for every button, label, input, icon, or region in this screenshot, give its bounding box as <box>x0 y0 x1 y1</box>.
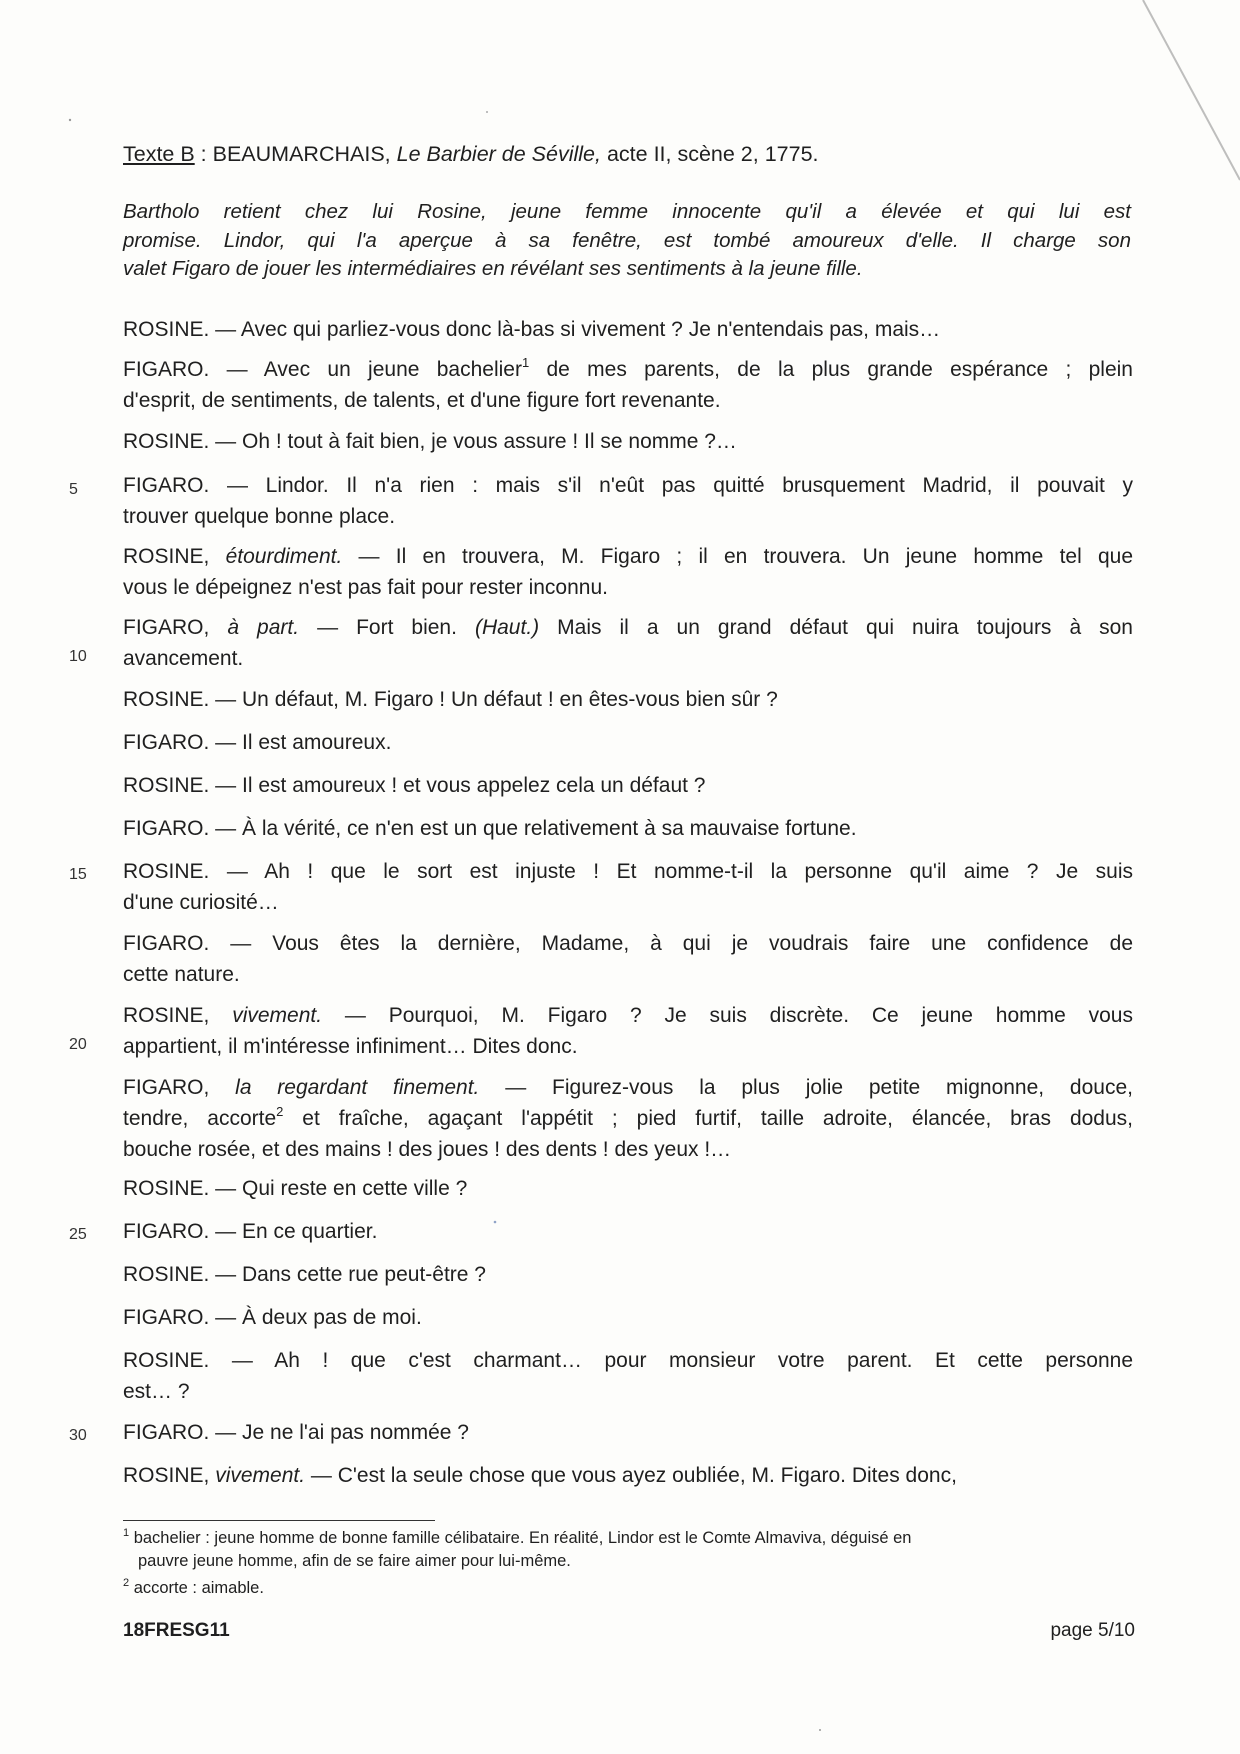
dialogue-line: FIGARO. — Je ne l'ai pas nommée ? <box>123 1421 469 1444</box>
document-code: 18FRESG11 <box>123 1620 230 1641</box>
dialogue-line <box>123 541 1133 572</box>
dialogue-rosine-6 <box>123 856 1133 918</box>
dialogue-text: tendre, accorte <box>123 1107 277 1130</box>
line-number: 25 <box>69 1226 87 1243</box>
intro-paragraph <box>123 198 1131 284</box>
intro-line: promise. Lindor, qui l'a aperçue à sa fenêtre, est tombé amoureux d'elle. Il charge son <box>123 228 1131 252</box>
dialogue-line <box>123 1103 1133 1134</box>
dialogue-line: ROSINE. — Oh ! tout à fait bien, je vous assure ! Il se nomme ?… <box>123 430 737 453</box>
intro-line: valet Figaro de jouer les intermédiaires en révélant ses sentiments à la jeune fille. <box>123 257 863 280</box>
page-number: page 5/10 <box>1050 1620 1135 1641</box>
footnote-2 <box>123 1577 1133 1600</box>
dialogue-line: avancement. <box>123 647 244 670</box>
intro-line: Bartholo retient chez lui Rosine, jeune femme innocente qu'il a élevée et qui lui est <box>123 200 1131 223</box>
dialogue-rosine-1 <box>123 314 1133 345</box>
dialogue-line <box>123 1000 1133 1031</box>
stage-direction: étourdiment. <box>225 545 343 568</box>
text-label: Texte B <box>123 142 195 166</box>
dialogue-rosine-3 <box>123 541 1133 603</box>
stage-direction: à part. <box>227 616 300 639</box>
dialogue-rosine-5 <box>123 770 1133 801</box>
text-heading <box>123 139 1133 169</box>
footnote-text: accorte : aimable. <box>129 1579 264 1597</box>
dialogue-line: ROSINE. — Un défaut, M. Figaro ! Un défaut ! en êtes-vous bien sûr ? <box>123 688 778 711</box>
dialogue-line: FIGARO. — Il est amoureux. <box>123 731 392 754</box>
dialogue-rosine-10 <box>123 1345 1133 1407</box>
heading-title: Le Barbier de Séville, <box>396 142 601 166</box>
stage-direction: vivement. <box>215 1464 306 1487</box>
dialogue-rosine-4 <box>123 684 1133 715</box>
dialogue-line <box>123 354 1133 385</box>
stage-direction: la regardant finement. <box>235 1076 480 1099</box>
dialogue-line: est… ? <box>123 1380 190 1403</box>
footnote-ref: 1 <box>521 355 530 370</box>
dialogue-figaro-4 <box>123 727 1133 758</box>
dialogue-line: ROSINE. — Ah ! que c'est charmant… pour monsieur votre parent. Et cette personne <box>123 1349 1133 1372</box>
line-number: 30 <box>69 1427 87 1444</box>
dialogue-text: — Pourquoi, M. Figaro ? Je suis discrète. Ce jeune homme vous <box>322 1004 1133 1027</box>
dialogue-figaro-2 <box>123 470 1133 532</box>
dialogue-text: de mes parents, de la plus grande espérance ; plein <box>529 358 1133 381</box>
footnote-number: 1 <box>123 1526 130 1539</box>
dialogue-text: — C'est la seule chose que vous ayez oubliée, M. Figaro. Dites donc, <box>305 1464 957 1487</box>
dialogue-line: trouver quelque bonne place. <box>123 505 396 528</box>
speaker: FIGARO, <box>123 616 228 639</box>
dialogue-line: FIGARO. — À deux pas de moi. <box>123 1306 422 1329</box>
dialogue-figaro-3 <box>123 612 1133 674</box>
dialogue-line: FIGARO. — En ce quartier. <box>123 1220 378 1243</box>
dialogue-rosine-7 <box>123 1000 1133 1062</box>
dialogue-rosine-2 <box>123 426 1133 457</box>
dialogue-figaro-10 <box>123 1417 1133 1448</box>
speaker: ROSINE, <box>123 1464 216 1487</box>
footnote-separator <box>123 1520 435 1521</box>
heading-rest: acte II, scène 2, 1775. <box>600 142 819 166</box>
dialogue-line: ROSINE. — Ah ! que le sort est injuste ! Et nomme-t-il la personne qu'il aime ? Je suis <box>123 860 1133 883</box>
footnote-text: bachelier : jeune homme de bonne famille célibataire. En réalité, Lindor est le Comte Almaviva, déguisé en <box>129 1529 912 1547</box>
dialogue-line <box>123 612 1133 643</box>
dialogue-text: Mais il a un grand défaut qui nuira toujours à son <box>539 616 1133 639</box>
line-number: 20 <box>69 1036 87 1053</box>
line-number: 15 <box>69 866 87 883</box>
dialogue-figaro-7 <box>123 1072 1133 1165</box>
dialogue-rosine-9 <box>123 1259 1133 1290</box>
speaker: ROSINE, <box>123 1004 233 1027</box>
line-number: 10 <box>69 648 87 665</box>
stage-direction: (Haut.) <box>474 616 540 639</box>
dialogue-line: vous le dépeignez n'est pas fait pour rester inconnu. <box>123 576 608 599</box>
dialogue-line: d'une curiosité… <box>123 891 279 914</box>
dialogue-text: — Il en trouvera, M. Figaro ; il en trouvera. Un jeune homme tel que <box>342 545 1134 568</box>
dialogue-line: FIGARO. — À la vérité, ce n'en est un que relativement à sa mauvaise fortune. <box>123 817 857 840</box>
speaker: ROSINE, <box>123 545 226 568</box>
dialogue-line: cette nature. <box>123 963 240 986</box>
dialogue-figaro-8 <box>123 1216 1133 1247</box>
dialogue-line <box>123 1460 1133 1491</box>
dialogue-text: — Fort bien. <box>299 616 475 639</box>
dialogue-text: — Figurez-vous la plus jolie petite mignonne, douce, <box>479 1076 1133 1099</box>
heading-author: BEAUMARCHAIS, <box>212 142 397 166</box>
dialogue-text: et fraîche, agaçant l'appétit ; pied furtif, taille adroite, élancée, bras dodus, <box>283 1107 1133 1130</box>
dialogue-line: FIGARO. — Vous êtes la dernière, Madame, à qui je voudrais faire une confidence de <box>123 932 1133 955</box>
line-number: 5 <box>69 481 78 498</box>
footnote-number: 2 <box>123 1576 130 1589</box>
dialogue-line: ROSINE. — Avec qui parliez-vous donc là-bas si vivement ? Je n'entendais pas, mais… <box>123 318 941 341</box>
dialogue-line: appartient, il m'intéresse infiniment… Dites donc. <box>123 1035 578 1058</box>
dialogue-rosine-8 <box>123 1173 1133 1204</box>
dialogue-line <box>123 1072 1133 1103</box>
heading-separator: : <box>194 142 213 166</box>
dialogue-figaro-5 <box>123 813 1133 844</box>
dialogue-line: d'esprit, de sentiments, de talents, et d'une figure fort revenante. <box>123 389 721 412</box>
dialogue-line: ROSINE. — Il est amoureux ! et vous appelez cela un défaut ? <box>123 774 706 797</box>
footnote-ref: 2 <box>276 1104 284 1119</box>
dialogue-rosine-11 <box>123 1460 1133 1491</box>
dialogue-line: ROSINE. — Dans cette rue peut-être ? <box>123 1263 486 1286</box>
dialogue-line: FIGARO. — Lindor. Il n'a rien : mais s'il n'eût pas quitté brusquement Madrid, il pouvait y <box>123 474 1133 497</box>
dialogue-line: bouche rosée, et des mains ! des joues ! des dents ! des yeux !… <box>123 1138 732 1161</box>
footnote-text: pauvre jeune homme, afin de se faire aimer pour lui-même. <box>138 1552 571 1570</box>
speaker: FIGARO, <box>123 1076 236 1099</box>
dialogue-line: ROSINE. — Qui reste en cette ville ? <box>123 1177 468 1200</box>
footnote-1 <box>123 1527 1133 1573</box>
stage-direction: vivement. <box>232 1004 323 1027</box>
dialogue-text: FIGARO. — Avec un jeune bachelier <box>123 358 522 381</box>
dialogue-figaro-9 <box>123 1302 1133 1333</box>
dialogue-figaro-6 <box>123 928 1133 990</box>
dialogue-figaro-1 <box>123 354 1133 416</box>
